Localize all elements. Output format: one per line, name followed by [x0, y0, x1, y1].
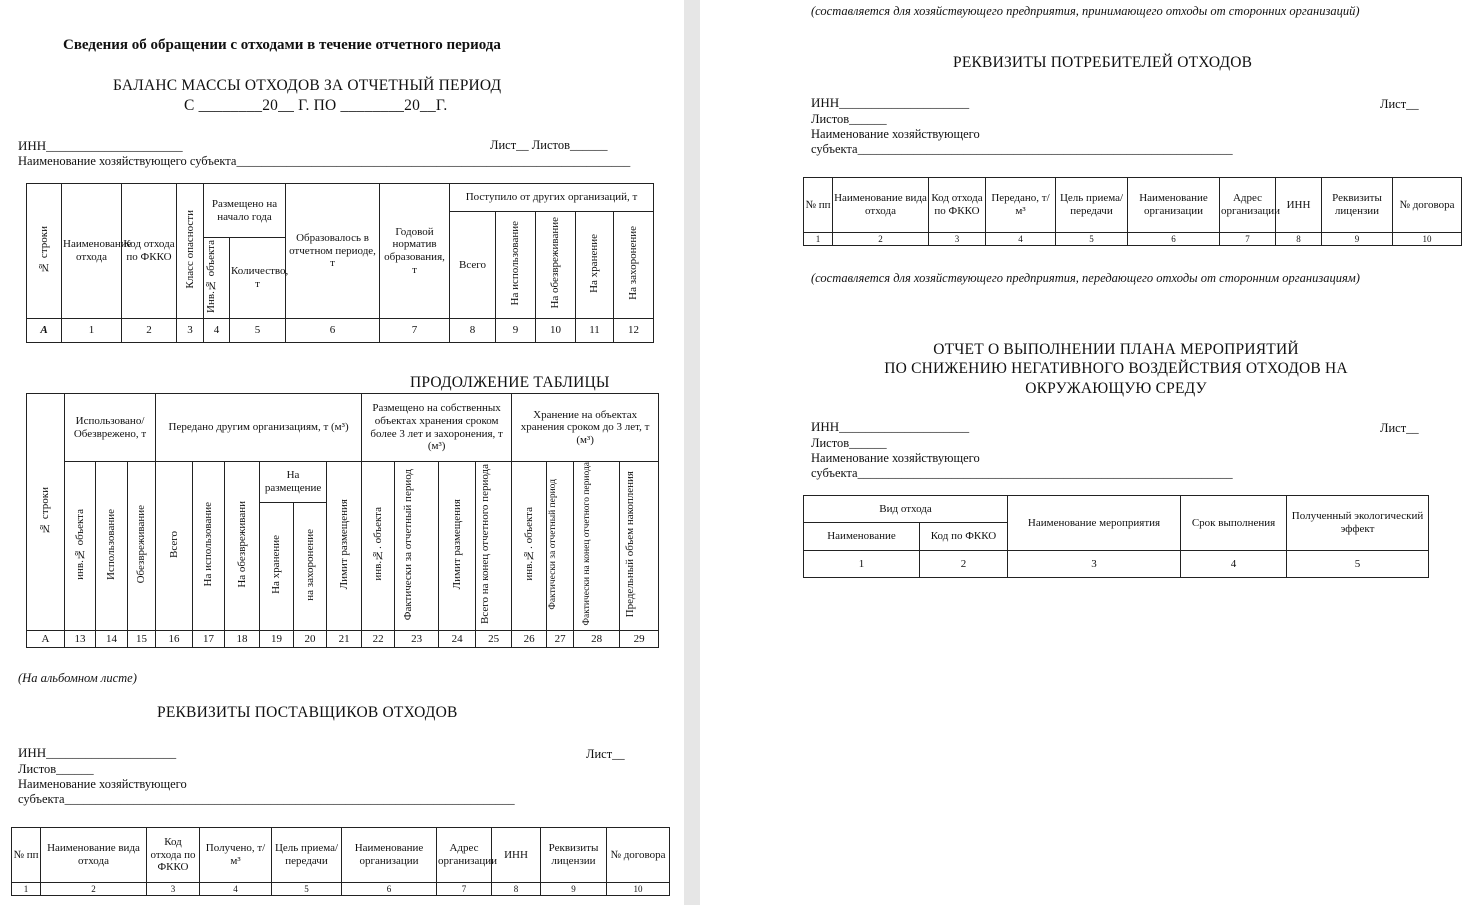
- header-used: Использовано/ Обезврежено, т: [65, 394, 156, 462]
- header-actual-end: Фактически на конец отчетного периода: [574, 462, 620, 631]
- column-number-cell: 13: [65, 631, 96, 648]
- header-annual-norm: Годовой норматив образования, т: [380, 184, 450, 319]
- column-number-cell: 3: [147, 883, 200, 896]
- suppliers-subject-label: Наименование хозяйствующего: [18, 777, 187, 791]
- column-header-cell: Наименование вида отхода: [833, 178, 929, 233]
- column-number-cell: 9: [1322, 233, 1393, 246]
- column-header-cell: № пп: [12, 828, 41, 883]
- column-number-cell: 19: [260, 631, 294, 648]
- header-fkko-code: Код отхода по ФККО: [122, 184, 177, 319]
- note-receiving: (составляется для хозяйствующего предприятия, принимающего отходы от сторонних организаций): [811, 4, 1360, 18]
- column-number-cell: 2: [41, 883, 147, 896]
- column-number-cell: 12: [614, 319, 654, 343]
- column-number-cell: 14: [96, 631, 128, 648]
- header-limit2: Лимит размещения: [439, 462, 476, 631]
- column-number-cell: А: [27, 319, 62, 343]
- column-number-cell: 17: [193, 631, 225, 648]
- column-number-cell: 24: [439, 631, 476, 648]
- column-header-cell: Код отхода по ФККО: [147, 828, 200, 883]
- document-page-left: [0, 0, 684, 905]
- header-row-no: № строки: [27, 184, 62, 319]
- report-title-line2: ПО СНИЖЕНИЮ НЕГАТИВНОГО ВОЗДЕЙСТВИЯ ОТХОДОВ НА: [884, 360, 1348, 377]
- column-number-cell: 23: [395, 631, 439, 648]
- report-inn-field: ИНН____________________: [811, 419, 970, 434]
- column-number-cell: 8: [450, 319, 496, 343]
- balance-table: [26, 183, 654, 343]
- column-number-cell: 22: [362, 631, 395, 648]
- header-placed-start: Размещено на начало года: [204, 184, 286, 238]
- table-row-numbers: [27, 319, 654, 343]
- header-for-burial: на захоронение: [294, 503, 327, 631]
- column-header-cell: Реквизиты лицензии: [1322, 178, 1393, 233]
- header-total: Всего: [156, 462, 193, 631]
- column-number-cell: 20: [294, 631, 327, 648]
- column-number-cell: 8: [492, 883, 541, 896]
- header-use: Использование: [96, 462, 128, 631]
- table-header-row: [12, 828, 670, 883]
- column-header-cell: № договора: [1393, 178, 1462, 233]
- consumers-subject-field: субъекта____________________________________________________________: [811, 142, 1233, 156]
- column-header-cell: Адрес организации: [437, 828, 492, 883]
- column-number-cell: 8: [1276, 233, 1322, 246]
- header-for-neutralization: На обезвреживание: [536, 212, 576, 319]
- table-row-numbers: [804, 551, 1429, 578]
- continuation-table: [26, 393, 659, 648]
- header-transferred: Передано другим организациям, т (м³): [156, 394, 362, 462]
- column-number-cell: 26: [512, 631, 547, 648]
- note-transferring: (составляется для хозяйствующего предприятия, передающего отходы от сторонним организациям): [811, 271, 1360, 285]
- column-number-cell: 15: [128, 631, 156, 648]
- table-row-numbers: [12, 883, 670, 896]
- header-fkko: Код по ФККО: [920, 523, 1008, 551]
- column-number-cell: 5: [1056, 233, 1128, 246]
- consumers-table: [803, 177, 1462, 246]
- column-number-cell: 7: [437, 883, 492, 896]
- balance-title: БАЛАНС МАССЫ ОТХОДОВ ЗА ОТЧЕТНЫЙ ПЕРИОД: [113, 77, 502, 94]
- column-number-cell: 5: [1287, 551, 1429, 578]
- column-number-cell: 6: [342, 883, 437, 896]
- table-header-row: [804, 178, 1462, 233]
- suppliers-sheets-field: Листов______: [18, 762, 94, 776]
- consumers-title: РЕКВИЗИТЫ ПОТРЕБИТЕЛЕЙ ОТХОДОВ: [953, 54, 1253, 71]
- header-name: Наименование: [804, 523, 920, 551]
- column-header-cell: ИНН: [1276, 178, 1322, 233]
- header-inv-no: Инв.№ объекта: [204, 238, 230, 319]
- column-number-cell: 6: [1128, 233, 1220, 246]
- report-title-line3: ОКРУЖАЮЩУЮ СРЕДУ: [1025, 380, 1207, 397]
- column-header-cell: Получено, т/м³: [200, 828, 272, 883]
- column-number-cell: 3: [177, 319, 204, 343]
- header-for-storage: На хранение: [576, 212, 614, 319]
- header-total: Всего: [450, 212, 496, 319]
- column-number-cell: 25: [476, 631, 512, 648]
- column-header-cell: Наименование организации: [1128, 178, 1220, 233]
- column-number-cell: 1: [804, 551, 920, 578]
- consumers-subject-label: Наименование хозяйствующего: [811, 127, 980, 141]
- header-inv-no2: инв.№. объекта: [362, 462, 395, 631]
- column-number-cell: 29: [620, 631, 659, 648]
- header-for-use: На использование: [496, 212, 536, 319]
- header-max-volume: Предельный объем накопления: [620, 462, 659, 631]
- table-row-numbers: [804, 233, 1462, 246]
- column-number-cell: 5: [230, 319, 286, 343]
- column-number-cell: 27: [547, 631, 574, 648]
- page-gap: [684, 0, 700, 905]
- column-header-cell: Цель приема/ передачи: [272, 828, 342, 883]
- column-header-cell: ИНН: [492, 828, 541, 883]
- continuation-title: ПРОДОЛЖЕНИЕ ТАБЛИЦЫ: [410, 374, 610, 391]
- column-header-cell: Наименование организации: [342, 828, 437, 883]
- document-page-right: [700, 0, 1471, 905]
- table-row-numbers: [27, 631, 659, 648]
- header-for-burial: На захоронение: [614, 212, 654, 319]
- report-subject-label: Наименование хозяйствующего: [811, 451, 980, 465]
- report-sheet-field: Лист__: [1380, 421, 1419, 435]
- column-number-cell: 5: [272, 883, 342, 896]
- column-number-cell: 7: [1220, 233, 1276, 246]
- column-number-cell: 2: [920, 551, 1008, 578]
- header-for-use: На использование: [193, 462, 225, 631]
- report-title-line1: ОТЧЕТ О ВЫПОЛНЕНИИ ПЛАНА МЕРОПРИЯТИЙ: [933, 341, 1299, 358]
- landscape-note: (На альбомном листе): [18, 671, 137, 685]
- header-for-placement: На размещение: [260, 462, 327, 503]
- column-number-cell: 10: [1393, 233, 1462, 246]
- column-number-cell: 16: [156, 631, 193, 648]
- subject-field: Наименование хозяйствующего субъекта_______________________________________________________________: [18, 154, 631, 168]
- suppliers-sheet-field: Лист__: [586, 747, 625, 761]
- header-placement-limit: Лимит размещения: [327, 462, 362, 631]
- header-actual-period2: Фактически за отчетный период: [547, 462, 574, 631]
- header-eco-effect: Полученный экологический эффект: [1287, 496, 1429, 551]
- header-for-storage: На хранение: [260, 503, 294, 631]
- column-number-cell: 9: [496, 319, 536, 343]
- header-row-no: № строки: [27, 394, 65, 631]
- header-for-neutralization: На обезвреживани: [225, 462, 260, 631]
- inn-field: ИНН_____________________: [18, 138, 183, 153]
- column-number-cell: 4: [1181, 551, 1287, 578]
- header-inv-no3: инв.№. объекта: [512, 462, 547, 631]
- column-number-cell: 1: [62, 319, 122, 343]
- column-number-cell: 28: [574, 631, 620, 648]
- column-number-cell: 4: [204, 319, 230, 343]
- column-number-cell: 4: [986, 233, 1056, 246]
- header-received: Поступило от других организаций, т: [450, 184, 654, 212]
- header-storage: Хранение на объектах хранения сроком до 3 лет, т (м³): [512, 394, 659, 462]
- header-hazard-class: Класс опасности: [177, 184, 204, 319]
- column-number-cell: 9: [541, 883, 607, 896]
- consumers-inn-field: ИНН____________________: [811, 95, 970, 110]
- column-number-cell: 18: [225, 631, 260, 648]
- column-number-cell: 21: [327, 631, 362, 648]
- period-line: С ________20__ Г. ПО ________20__Г.: [184, 97, 448, 114]
- header-quantity: Количество, т: [230, 238, 286, 319]
- column-number-cell: 7: [380, 319, 450, 343]
- suppliers-title: РЕКВИЗИТЫ ПОСТАВЩИКОВ ОТХОДОВ: [157, 704, 458, 721]
- header-waste-type: Вид отхода: [804, 496, 1008, 523]
- suppliers-inn-field: ИНН____________________: [18, 745, 177, 760]
- column-header-cell: Наименование вида отхода: [41, 828, 147, 883]
- column-number-cell: 2: [122, 319, 177, 343]
- header-actual-period: Фактически за отчетный период: [395, 462, 439, 631]
- consumers-sheet-field: Лист__: [1380, 97, 1419, 111]
- column-number-cell: 6: [286, 319, 380, 343]
- report-sheets-field: Листов______: [811, 436, 887, 450]
- column-header-cell: Цель приема/ передачи: [1056, 178, 1128, 233]
- measures-table: [803, 495, 1429, 578]
- column-header-cell: Код отхода по ФККО: [929, 178, 986, 233]
- header-neutralization: Обезвреживание: [128, 462, 156, 631]
- header-deadline: Срок выполнения: [1181, 496, 1287, 551]
- column-header-cell: Передано, т/м³: [986, 178, 1056, 233]
- suppliers-subject-field: субъекта________________________________________________________________________: [18, 792, 515, 806]
- column-number-cell: 2: [833, 233, 929, 246]
- column-number-cell: 1: [12, 883, 41, 896]
- column-number-cell: 3: [929, 233, 986, 246]
- column-header-cell: № договора: [607, 828, 670, 883]
- suppliers-table: [11, 827, 670, 896]
- main-title: Сведения об обращении с отходами в течение отчетного периода: [63, 37, 501, 53]
- column-header-cell: Адрес организации: [1220, 178, 1276, 233]
- column-number-cell: 3: [1008, 551, 1181, 578]
- consumers-sheets-field: Листов______: [811, 112, 887, 126]
- column-number-cell: 11: [576, 319, 614, 343]
- header-generated: Образовалось в отчетном периоде, т: [286, 184, 380, 319]
- header-total-end: Всего на конец отчетного периода: [476, 462, 512, 631]
- column-number-cell: А: [27, 631, 65, 648]
- sheet-field: Лист__ Листов______: [490, 138, 608, 152]
- column-number-cell: 10: [607, 883, 670, 896]
- header-measure-name: Наименование мероприятия: [1008, 496, 1181, 551]
- header-inv-no: инв.№ объекта: [65, 462, 96, 631]
- column-number-cell: 1: [804, 233, 833, 246]
- column-header-cell: № пп: [804, 178, 833, 233]
- header-placed-own: Размещено на собственных объектах хранения сроком более 3 лет и захоронения, т (м³): [362, 394, 512, 462]
- report-subject-field: субъекта____________________________________________________________: [811, 466, 1233, 480]
- column-number-cell: 10: [536, 319, 576, 343]
- column-number-cell: 4: [200, 883, 272, 896]
- header-waste-name: Наименование отхода: [62, 184, 122, 319]
- column-header-cell: Реквизиты лицензии: [541, 828, 607, 883]
